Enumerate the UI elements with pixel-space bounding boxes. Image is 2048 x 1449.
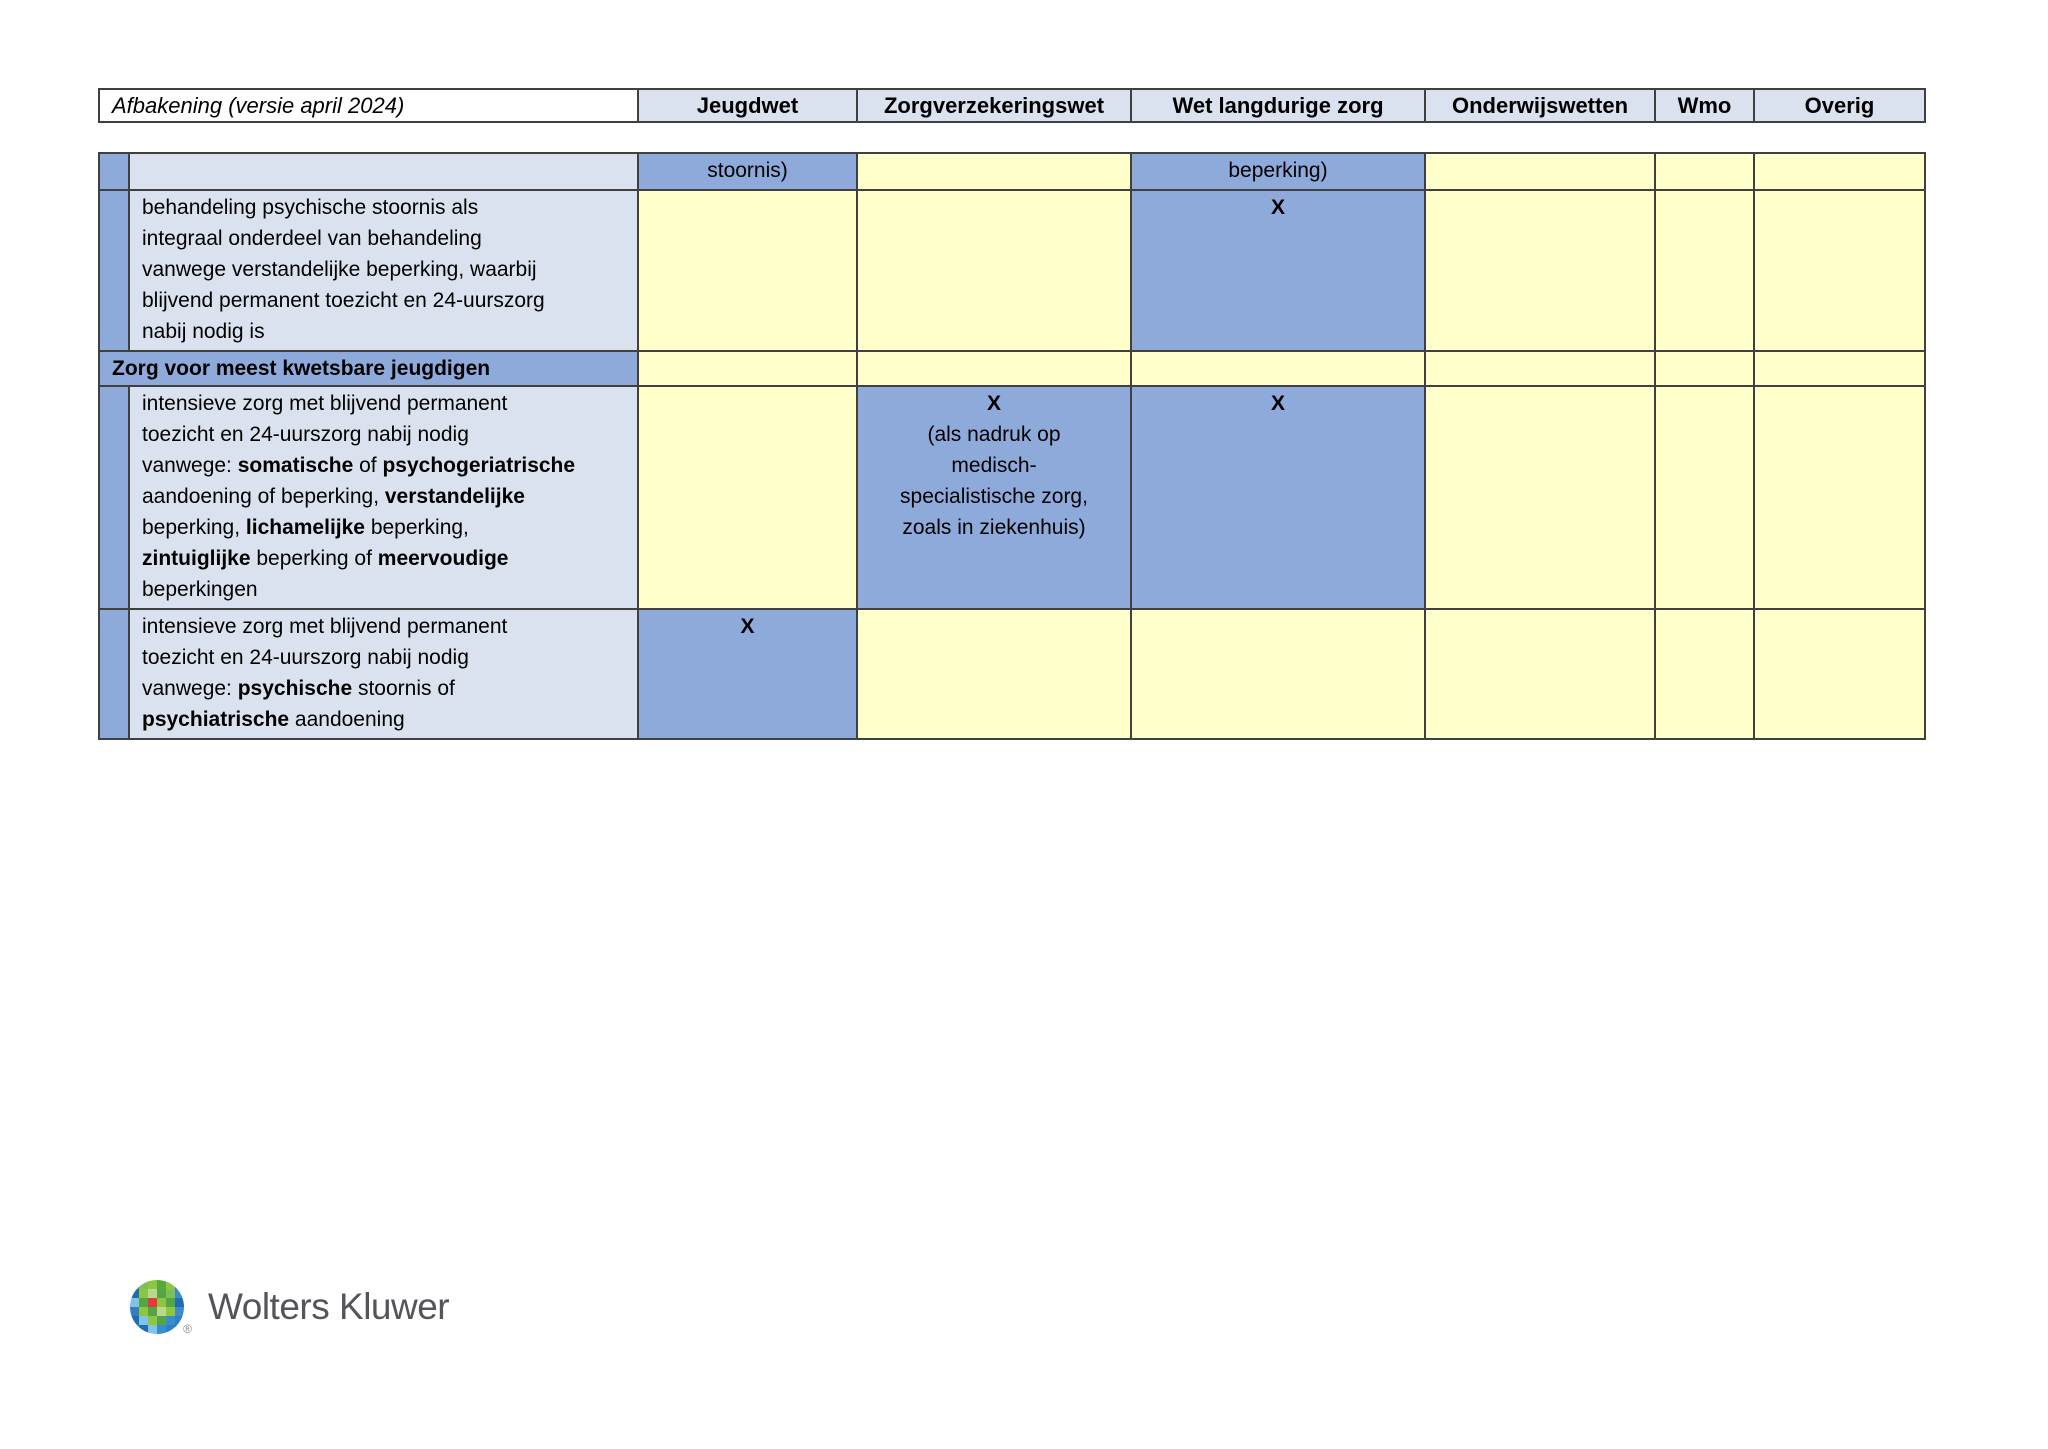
row-continuation-cell-zorgverzekeringswet bbox=[857, 153, 1131, 190]
row-section-zorg-voor-meest-kwetsbare-jeugdigen-cell-wmo bbox=[1655, 351, 1754, 386]
header-table bbox=[98, 88, 1926, 123]
registered-trademark-symbol: ® bbox=[183, 1322, 192, 1336]
row-behandeling-psychische-stoornis-cell-onderwijswetten bbox=[1425, 190, 1655, 351]
row-intensieve-zorg-psychisch-cell-zorgverzekeringswet bbox=[857, 609, 1131, 739]
row-intensieve-zorg-somatisch bbox=[99, 386, 1925, 609]
text-line: X bbox=[1270, 196, 1285, 219]
row-section-zorg-voor-meest-kwetsbare-jeugdigen-cell-wet-langdurige-zorg bbox=[1131, 351, 1425, 386]
afbakening-table bbox=[98, 152, 1926, 740]
text-line: beperking, lichamelijke beperking, bbox=[142, 516, 469, 539]
text-line: (als nadruk op bbox=[927, 423, 1061, 446]
row-intensieve-zorg-psychisch-cell-wmo bbox=[1655, 609, 1754, 739]
row-continuation-cell-onderwijswetten bbox=[1425, 153, 1655, 190]
text-line: zoals in ziekenhuis) bbox=[902, 516, 1086, 539]
row-continuation-cell-overig bbox=[1754, 153, 1925, 190]
row-continuation-cell-jeugdwet bbox=[638, 153, 857, 190]
row-behandeling-psychische-stoornis-cell-wmo bbox=[1655, 190, 1754, 351]
text-line: toezicht en 24-uurszorg nabij nodig bbox=[142, 646, 469, 669]
row-continuation-cell-wet-langdurige-zorg bbox=[1131, 153, 1425, 190]
header-row bbox=[99, 89, 1925, 122]
row-section-zorg-voor-meest-kwetsbare-jeugdigen-cell-onderwijswetten bbox=[1425, 351, 1655, 386]
text-line: integraal onderdeel van behandeling bbox=[142, 227, 482, 250]
row-continuation-description bbox=[129, 153, 638, 190]
row-intensieve-zorg-psychisch-cell-jeugdwet bbox=[638, 609, 857, 739]
row-behandeling-psychische-stoornis-description bbox=[129, 190, 638, 351]
wolters-kluwer-logo-icon bbox=[130, 1280, 192, 1336]
row-behandeling-psychische-stoornis-cell-wet-langdurige-zorg bbox=[1131, 190, 1425, 351]
text-line: beperkingen bbox=[142, 578, 258, 601]
row-behandeling-psychische-stoornis-cell-zorgverzekeringswet bbox=[857, 190, 1131, 351]
row-intensieve-zorg-psychisch-cell-onderwijswetten bbox=[1425, 609, 1655, 739]
text-line: X bbox=[1270, 392, 1285, 415]
row-intensieve-zorg-somatisch-description bbox=[129, 386, 638, 609]
text-line: vanwege: psychische stoornis of bbox=[142, 677, 455, 700]
column-header-wmo: Wmo bbox=[1655, 89, 1754, 122]
row-section-zorg-voor-meest-kwetsbare-jeugdigen-cell-overig bbox=[1754, 351, 1925, 386]
row-continuation-cell-wmo bbox=[1655, 153, 1754, 190]
row-intensieve-zorg-somatisch-cell-wet-langdurige-zorg bbox=[1131, 386, 1425, 609]
brand-name: Wolters Kluwer bbox=[208, 1286, 450, 1327]
column-header-jeugdwet: Jeugdwet bbox=[638, 89, 857, 122]
wolters-kluwer-brand bbox=[130, 1280, 449, 1334]
text-line: psychiatrische aandoening bbox=[142, 708, 405, 731]
text-line: stoornis) bbox=[707, 159, 788, 182]
text-line: intensieve zorg met blijvend permanent bbox=[142, 615, 508, 638]
text-line: aandoening of beperking, verstandelijke bbox=[142, 485, 525, 508]
text-line: toezicht en 24-uurszorg nabij nodig bbox=[142, 423, 469, 446]
row-behandeling-psychische-stoornis bbox=[99, 190, 1925, 351]
row-section-zorg-voor-meest-kwetsbare-jeugdigen-title bbox=[99, 351, 638, 386]
text-line: Zorg voor meest kwetsbare jeugdigen bbox=[112, 357, 491, 380]
text-line: X bbox=[986, 392, 1001, 415]
row-intensieve-zorg-somatisch-cell-wmo bbox=[1655, 386, 1754, 609]
row-intensieve-zorg-somatisch-cell-zorgverzekeringswet bbox=[857, 386, 1131, 609]
logo-mosaic bbox=[130, 1280, 184, 1334]
row-behandeling-psychische-stoornis-cell-jeugdwet bbox=[638, 190, 857, 351]
row-section-zorg-voor-meest-kwetsbare-jeugdigen bbox=[99, 351, 1925, 386]
text-line: beperking) bbox=[1228, 159, 1328, 182]
text-line: intensieve zorg met blijvend permanent bbox=[142, 392, 508, 415]
row-continuation-strip bbox=[99, 153, 129, 190]
column-header-overig: Overig bbox=[1754, 89, 1925, 122]
row-intensieve-zorg-psychisch bbox=[99, 609, 1925, 739]
row-intensieve-zorg-somatisch-cell-overig bbox=[1754, 386, 1925, 609]
column-header-onderwijswetten: Onderwijswetten bbox=[1425, 89, 1655, 122]
row-intensieve-zorg-somatisch-cell-jeugdwet bbox=[638, 386, 857, 609]
column-header-zorgverzekeringswet: Zorgverzekeringswet bbox=[857, 89, 1131, 122]
row-intensieve-zorg-psychisch-strip bbox=[99, 609, 129, 739]
text-line: vanwege verstandelijke beperking, waarbij bbox=[142, 258, 537, 281]
text-line: medisch- bbox=[951, 454, 1037, 477]
text-line: nabij nodig is bbox=[142, 320, 265, 343]
row-behandeling-psychische-stoornis-cell-overig bbox=[1754, 190, 1925, 351]
row-intensieve-zorg-somatisch-strip bbox=[99, 386, 129, 609]
afbakening-table-body bbox=[99, 153, 1925, 739]
row-section-zorg-voor-meest-kwetsbare-jeugdigen-cell-jeugdwet bbox=[638, 351, 857, 386]
row-intensieve-zorg-psychisch-cell-overig bbox=[1754, 609, 1925, 739]
row-intensieve-zorg-psychisch-cell-wet-langdurige-zorg bbox=[1131, 609, 1425, 739]
text-line: blijvend permanent toezicht en 24-uurszorg bbox=[142, 289, 545, 312]
text-line: zintuiglijke beperking of meervoudige bbox=[142, 547, 509, 570]
row-intensieve-zorg-psychisch-description bbox=[129, 609, 638, 739]
column-header-wet-langdurige-zorg: Wet langdurige zorg bbox=[1131, 89, 1425, 122]
row-section-zorg-voor-meest-kwetsbare-jeugdigen-cell-zorgverzekeringswet bbox=[857, 351, 1131, 386]
text-line: vanwege: somatische of psychogeriatrische bbox=[142, 454, 576, 477]
text-line: X bbox=[740, 615, 755, 638]
row-intensieve-zorg-somatisch-cell-onderwijswetten bbox=[1425, 386, 1655, 609]
text-line: specialistische zorg, bbox=[900, 485, 1088, 508]
text-line: behandeling psychische stoornis als bbox=[142, 196, 479, 219]
document-title: Afbakening (versie april 2024) bbox=[99, 89, 638, 122]
row-behandeling-psychische-stoornis-strip bbox=[99, 190, 129, 351]
row-continuation bbox=[99, 153, 1925, 190]
